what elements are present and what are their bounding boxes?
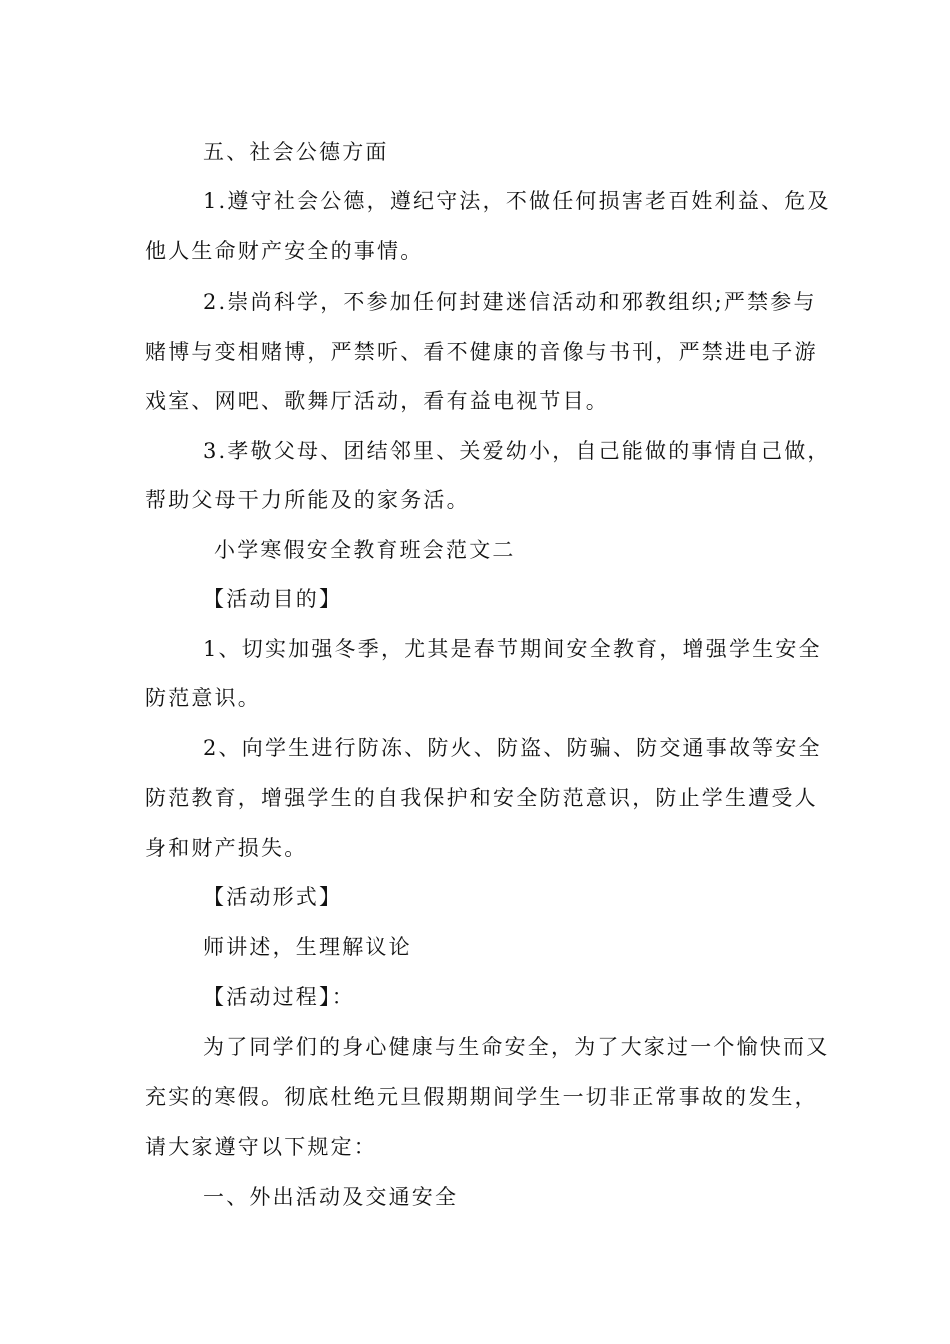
section-heading-activity-process: 【活动过程】：	[203, 985, 355, 1009]
section-heading-activity-form: 【活动形式】	[203, 885, 343, 909]
paragraph-line: 1.遵守社会公德，遵纪守法，不做任何损害老百姓利益、危及	[203, 189, 831, 213]
paragraph-line: 为了同学们的身心健康与生命安全，为了大家过一个愉快而又	[203, 1035, 830, 1059]
paragraph-line: 请大家遵守以下规定：	[145, 1135, 377, 1159]
paragraph-line: 3.孝敬父母、团结邻里、关爱幼小，自己能做的事情自己做，	[203, 439, 831, 463]
section-heading-outdoor-traffic-safety: 一、外出活动及交通安全	[203, 1185, 459, 1209]
paragraph-line: 防范意识。	[145, 686, 261, 710]
section-heading-activity-purpose: 【活动目的】	[203, 587, 343, 611]
paragraph-line: 戏室、网吧、歌舞厅活动，看有益电视节目。	[145, 389, 609, 413]
paragraph-line: 充实的寒假。彻底杜绝元旦假期期间学生一切非正常事故的发生，	[145, 1085, 818, 1109]
paragraph-line: 防范教育，增强学生的自我保护和安全防范意识，防止学生遭受人	[145, 786, 818, 810]
paragraph-line: 身和财产损失。	[145, 836, 308, 860]
paragraph-line: 他人生命财产安全的事情。	[145, 239, 424, 263]
paragraph-line: 2.崇尚科学，不参加任何封建迷信活动和邪教组织;严禁参与	[203, 290, 817, 314]
paragraph-line: 师讲述，生理解议论	[203, 935, 412, 959]
paragraph-line: 1、切实加强冬季，尤其是春节期间安全教育，增强学生安全	[203, 637, 822, 661]
paragraph-line: 2、向学生进行防冻、防火、防盗、防骗、防交通事故等安全	[203, 736, 822, 760]
paragraph-line: 帮助父母干力所能及的家务活。	[145, 488, 470, 512]
section-heading-social-morality: 五、社会公德方面	[203, 140, 389, 164]
article-subtitle: 小学寒假安全教育班会范文二	[214, 538, 516, 562]
paragraph-line: 赌博与变相赌博，严禁听、看不健康的音像与书刊，严禁进电子游	[145, 340, 818, 364]
